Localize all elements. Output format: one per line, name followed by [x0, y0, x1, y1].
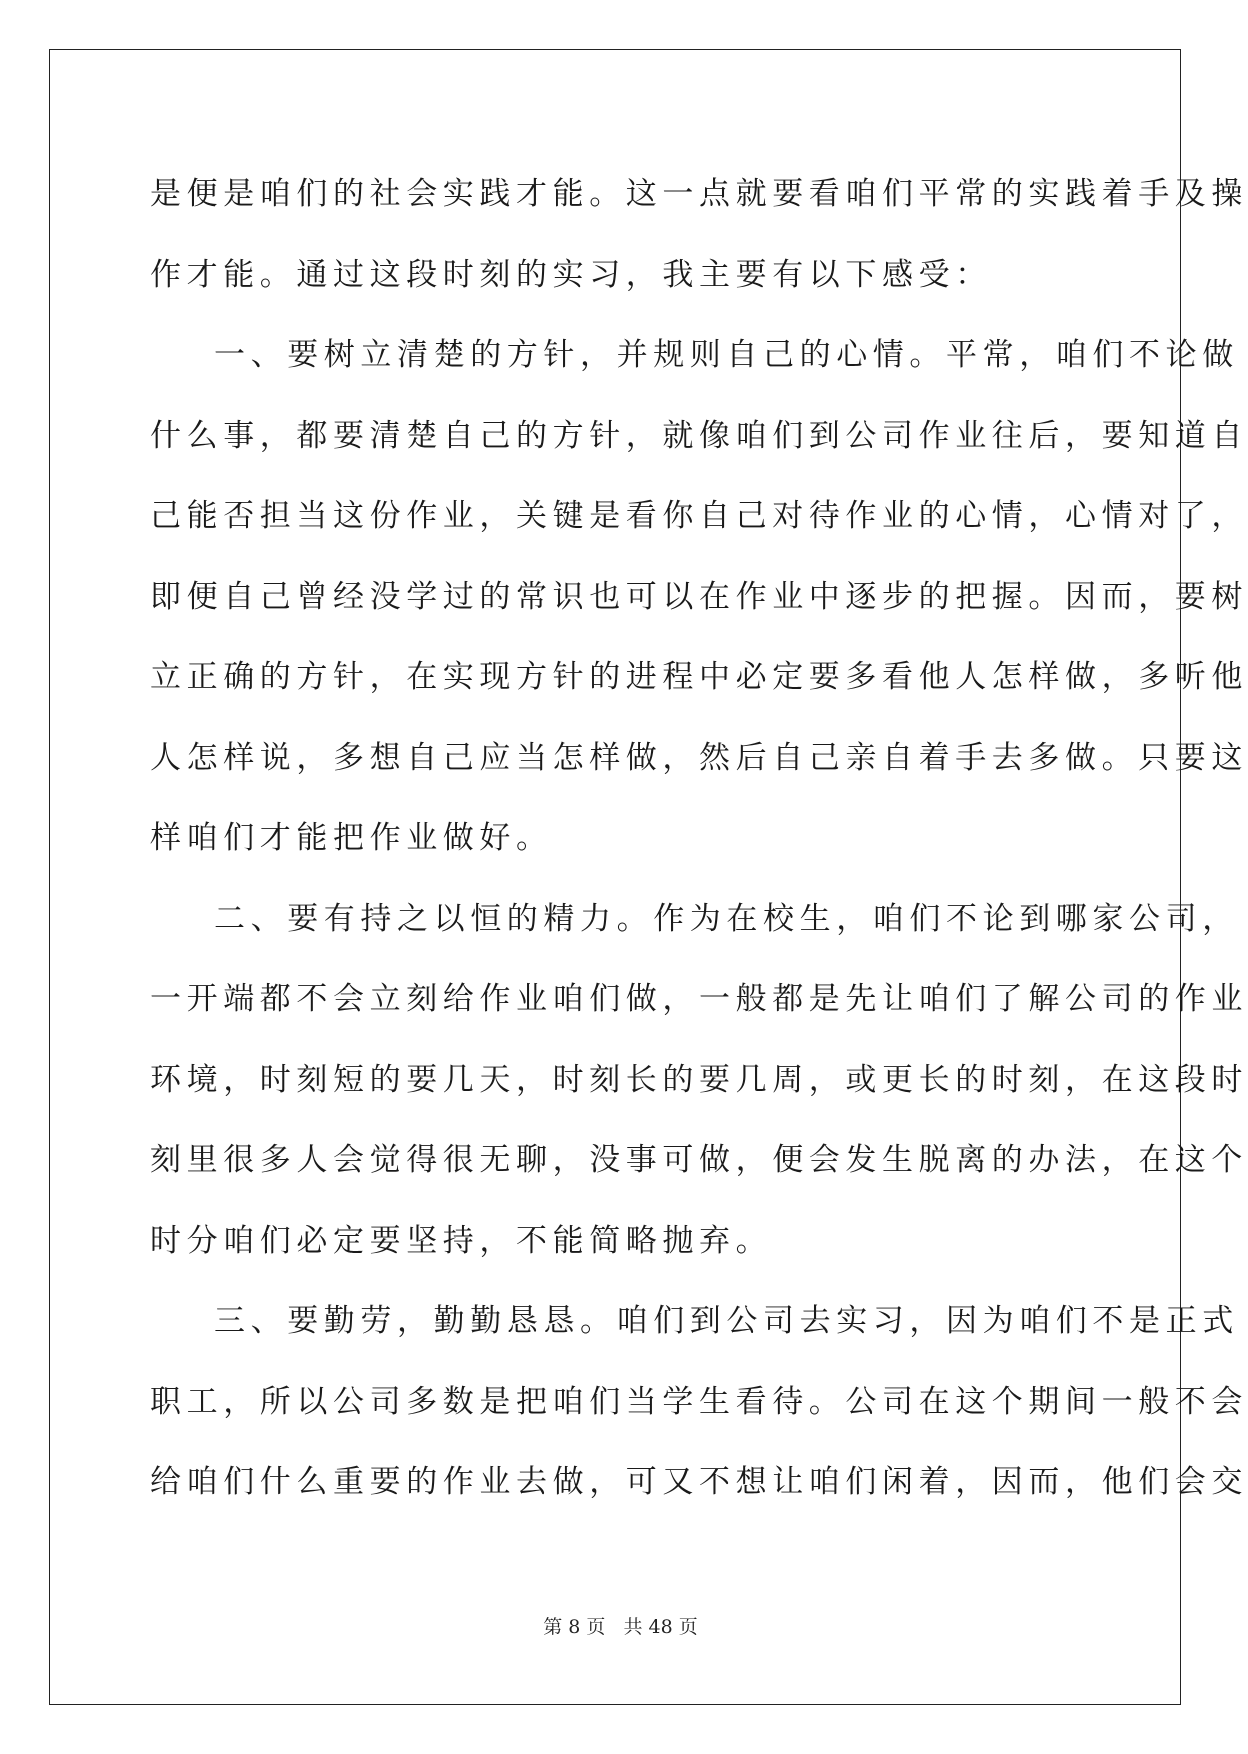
text-line: 给咱们什么重要的作业去做，可又不想让咱们闲着，因而，他们会交 [150, 1464, 1248, 1500]
text-line: 人怎样说，多想自己应当怎样做，然后自己亲自着手去多做。只要这 [150, 739, 1248, 776]
text-line: 是便是咱们的社会实践才能。这一点就要看咱们平常的实践着手及操 [150, 176, 1248, 212]
paragraph-start-line: 二、要有持之以恒的精力。作为在校生，咱们不论到哪家公司， [214, 900, 1239, 937]
text-line: 时分咱们必定要坚持，不能简略抛弃。 [150, 1222, 773, 1259]
text-line: 环境，时刻短的要几天，时刻长的要几周，或更长的时刻，在这段时 [150, 1061, 1248, 1098]
page-number: 第 8 页 [543, 1616, 606, 1638]
document-body [150, 154, 1248, 1523]
text-line: 样咱们才能把作业做好。 [150, 820, 553, 856]
page-total: 共 48 页 [623, 1616, 698, 1638]
text-line: 什么事，都要清楚自己的方针，就像咱们到公司作业往后，要知道自 [150, 417, 1248, 454]
text-line: 立正确的方针，在实现方针的进程中必定要多看他人怎样做，多听他 [150, 659, 1248, 695]
paragraph-start-line: 一、要树立清楚的方针，并规则自己的心情。平常，咱们不论做 [214, 337, 1239, 373]
paragraph-start-line: 三、要勤劳，勤勤恳恳。咱们到公司去实习，因为咱们不是正式 [214, 1303, 1239, 1339]
text-line: 即便自己曾经没学过的常识也可以在作业中逐步的把握。因而，要树 [150, 578, 1248, 615]
text-line: 一开端都不会立刻给作业咱们做，一般都是先让咱们了解公司的作业 [150, 981, 1248, 1017]
text-line: 职工，所以公司多数是把咱们当学生看待。公司在这个期间一般不会 [150, 1383, 1248, 1420]
text-line: 刻里很多人会觉得很无聊，没事可做，便会发生脱离的办法，在这个 [150, 1142, 1248, 1178]
text-line: 己能否担当这份作业，关键是看你自己对待作业的心情，心情对了， [150, 498, 1248, 534]
text-line: 作才能。通过这段时刻的实习，我主要有以下感受： [150, 256, 992, 293]
page-footer [0, 1612, 1241, 1639]
